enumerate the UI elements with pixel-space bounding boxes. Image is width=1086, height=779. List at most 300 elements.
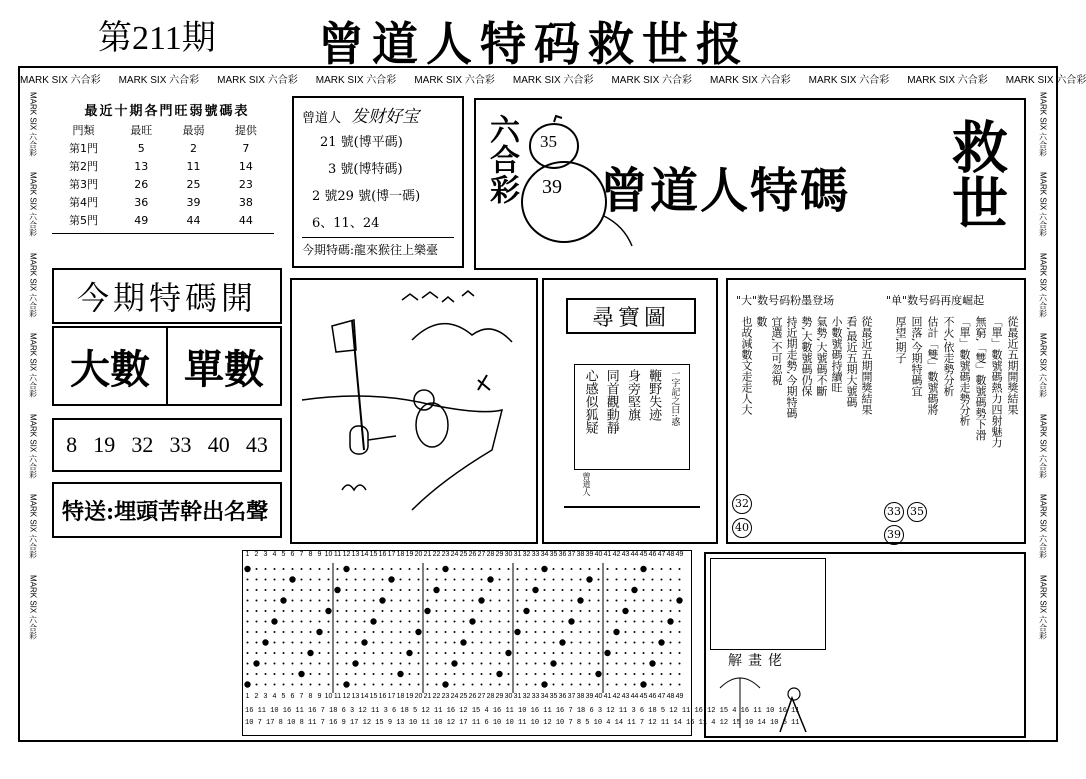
grid-dot — [301, 652, 303, 654]
text-column: 「單」數號碼走勢分析 — [958, 316, 971, 426]
grid-dot — [463, 663, 465, 665]
grid-dot — [433, 587, 439, 593]
grid-tick: 39 — [585, 551, 594, 558]
grid-dot — [247, 652, 249, 654]
grid-dot — [571, 631, 573, 633]
grid-dot — [292, 684, 294, 686]
grid-dot — [247, 579, 249, 581]
grid-dot — [310, 684, 312, 686]
grid-dot — [508, 631, 510, 633]
illustration-panel — [290, 278, 538, 544]
brand-strip-item: MARK SIX 六合彩 — [20, 74, 101, 86]
grid-dot — [256, 600, 258, 602]
grid-dot — [445, 673, 447, 675]
grid-dot — [265, 673, 267, 675]
grid-dot — [388, 576, 394, 582]
text-column: 回落,今期特碼宜 — [910, 316, 923, 397]
grid-dot — [265, 610, 267, 612]
grid-tick: 10 — [324, 693, 333, 700]
grid-dot — [634, 579, 636, 581]
grid-dot — [247, 589, 249, 591]
grid-tick: 29 — [495, 693, 504, 700]
grid-tick: 37 — [567, 551, 576, 558]
grid-dot — [472, 579, 474, 581]
grid-tick: 33 — [531, 551, 540, 558]
grid-dot — [526, 673, 528, 675]
grid-tick: 49 — [675, 693, 684, 700]
grid-dot — [427, 684, 429, 686]
grid-dot — [274, 568, 276, 570]
grid-dot — [616, 579, 618, 581]
grid-dot — [382, 621, 384, 623]
grid-dot — [244, 681, 250, 687]
grid-tick: 38 — [576, 551, 585, 558]
grid-dot — [373, 631, 375, 633]
grid-dot — [292, 621, 294, 623]
grid-tick: 16 — [378, 693, 387, 700]
text-column: 持近期走勢,今期特碼 — [785, 316, 798, 419]
grid-dot — [589, 589, 591, 591]
grid-tick: 47 — [657, 551, 666, 558]
grid-dot — [337, 621, 339, 623]
grid-dot — [256, 631, 258, 633]
grid-tick: 34 — [540, 693, 549, 700]
grid-dot — [328, 579, 330, 581]
grid-dot — [418, 663, 420, 665]
grid-dot — [400, 568, 402, 570]
brand-strip-item: MARK SIX 六合彩 — [1038, 92, 1048, 157]
grid-tick: 12 — [342, 693, 351, 700]
grid-dot — [463, 568, 465, 570]
grid-dot — [661, 610, 663, 612]
grid-dot — [607, 621, 609, 623]
grid-tick: 47 — [657, 693, 666, 700]
grid-tick: 23 — [441, 551, 450, 558]
grid-dot — [661, 600, 663, 602]
big-single-box — [52, 326, 282, 406]
text-column: 不火,依走勢分析 — [942, 316, 955, 397]
grid-dot — [343, 681, 349, 687]
grid-dot — [490, 631, 492, 633]
brand-strip-item: MARK SIX 六合彩 — [1038, 413, 1048, 479]
grid-tick: 9 — [317, 693, 322, 700]
grid-dot — [283, 642, 285, 644]
grid-dot — [544, 579, 546, 581]
grid-dot — [544, 610, 546, 612]
grid-tick: 12 — [342, 551, 351, 558]
grid-dot — [598, 600, 600, 602]
grid-dot — [652, 673, 654, 675]
grid-tick: 15 — [369, 551, 378, 558]
grid-dot — [247, 663, 249, 665]
grid-dot — [616, 621, 618, 623]
grid-dot — [325, 608, 331, 614]
grid-dot — [670, 631, 672, 633]
grid-dot — [391, 631, 393, 633]
grid-dot — [463, 673, 465, 675]
grid-dot — [526, 631, 528, 633]
grid-dot — [337, 673, 339, 675]
grid-dot — [517, 568, 519, 570]
grid-dot — [517, 621, 519, 623]
grid-dot — [508, 673, 510, 675]
grid-dot — [418, 642, 420, 644]
grid-dot — [274, 610, 276, 612]
grid-dot — [409, 610, 411, 612]
grid-dot — [346, 642, 348, 644]
grid-dot — [580, 579, 582, 581]
grid-dot — [409, 579, 411, 581]
grid-dot — [454, 600, 456, 602]
grid-dot — [652, 579, 654, 581]
grid-tick: 5 — [281, 693, 286, 700]
fortune-title: 曾道人 发财好宝 — [302, 107, 420, 127]
grid-dot — [589, 663, 591, 665]
grid-dot — [679, 642, 681, 644]
issue-number: 第211期 — [98, 20, 216, 57]
grid-dot — [508, 579, 510, 581]
grid-dot — [481, 579, 483, 581]
grid-dot — [478, 597, 484, 603]
grid-dot — [643, 673, 645, 675]
grid-dot — [679, 610, 681, 612]
grid-dot — [436, 621, 438, 623]
grid-dot — [562, 621, 564, 623]
grid-dot — [589, 600, 591, 602]
grid-dot — [463, 631, 465, 633]
grid-dot — [463, 579, 465, 581]
grid-dot — [616, 684, 618, 686]
grid-dot — [544, 642, 546, 644]
grid-dot — [274, 663, 276, 665]
grid-tick: 11 — [333, 551, 342, 558]
grid-dot — [373, 600, 375, 602]
grid-dot — [634, 684, 636, 686]
open-special-header — [52, 268, 282, 324]
grid-dot — [283, 589, 285, 591]
grid-dot — [544, 589, 546, 591]
grid-dot — [499, 684, 501, 686]
left-circled-numbers — [732, 494, 752, 538]
grid-dot — [580, 663, 582, 665]
grid-tick: 34 — [540, 551, 549, 558]
grid-dot — [562, 600, 564, 602]
grid-dot — [481, 589, 483, 591]
grid-dot — [625, 673, 627, 675]
grid-dot — [487, 576, 493, 582]
grid-tick: 41 — [603, 551, 612, 558]
grid-dot — [355, 684, 357, 686]
grid-dot — [415, 629, 421, 635]
grid-dot — [292, 663, 294, 665]
grid-dot — [535, 652, 537, 654]
grid-dot — [454, 652, 456, 654]
grid-dot — [676, 597, 682, 603]
grid-dot — [337, 663, 339, 665]
grid-dot — [364, 673, 366, 675]
gourd-number-top: 35 — [540, 132, 557, 151]
grid-dot — [337, 610, 339, 612]
grid-dot — [481, 684, 483, 686]
brand-strip-item: MARK SIX 六合彩 — [1005, 74, 1086, 86]
grid-dot — [265, 621, 267, 623]
grid-dot — [310, 621, 312, 623]
grid-tick: 45 — [639, 551, 648, 558]
grid-dot — [418, 652, 420, 654]
grid-dot — [598, 621, 600, 623]
grid-tick: 8 — [308, 551, 313, 558]
grid-dot — [400, 589, 402, 591]
riddle-title: 解畫佬 — [728, 653, 788, 669]
table-row: 第1門 5 2 7 — [69, 141, 250, 155]
grid-dot — [571, 673, 573, 675]
grid-dot — [328, 631, 330, 633]
grid-dot — [280, 597, 286, 603]
grid-dot — [463, 600, 465, 602]
grid-dot — [499, 600, 501, 602]
grid-dot — [553, 631, 555, 633]
grid-dot — [643, 589, 645, 591]
grid-dot — [598, 579, 600, 581]
grid-dot — [400, 652, 402, 654]
circled-number: 33 — [884, 502, 904, 522]
grid-dot — [661, 684, 663, 686]
grid-dot — [490, 684, 492, 686]
grid-tick: 1 — [245, 551, 250, 558]
grid-dot — [625, 663, 627, 665]
grid-tick: 19 — [405, 693, 414, 700]
grid-dot — [670, 568, 672, 570]
grid-dot — [265, 652, 267, 654]
grid-dot — [427, 663, 429, 665]
grid-dot — [643, 579, 645, 581]
grid-dot — [670, 600, 672, 602]
grid-dot — [634, 568, 636, 570]
grid-dot — [625, 684, 627, 686]
grid-dot — [472, 652, 474, 654]
grid-dot — [634, 600, 636, 602]
grid-dot — [508, 568, 510, 570]
grid-tick: 29 — [495, 551, 504, 558]
analysis-right-title: "单"数号码再度崛起 — [886, 294, 985, 307]
grid-dot — [643, 631, 645, 633]
grid-dot — [568, 618, 574, 624]
grid-dot — [553, 621, 555, 623]
grid-dot — [418, 600, 420, 602]
grid-tick: 6 — [290, 693, 295, 700]
grid-dot — [472, 684, 474, 686]
grid-dot — [319, 600, 321, 602]
grid-dot — [391, 663, 393, 665]
grid-dot — [661, 631, 663, 633]
brand-strip-item: MARK SIX 六合彩 — [512, 74, 594, 86]
grid-dot — [418, 673, 420, 675]
grid-tick: 17 — [387, 693, 396, 700]
grid-dot — [427, 642, 429, 644]
special-send-box: 特送:埋頭苦幹出名聲 — [52, 482, 282, 538]
analysis-left-text — [736, 316, 874, 516]
grid-dot — [301, 600, 303, 602]
grid-dot — [274, 673, 276, 675]
grid-dot — [580, 631, 582, 633]
grid-dot — [292, 642, 294, 644]
grid-dot — [469, 618, 475, 624]
grid-tick: 13 — [351, 551, 360, 558]
grid-dot — [535, 621, 537, 623]
grid-tick: 26 — [468, 551, 477, 558]
grid-dot — [679, 663, 681, 665]
grid-dot — [508, 684, 510, 686]
grid-dot — [517, 652, 519, 654]
grid-dot — [616, 600, 618, 602]
grid-dot — [310, 610, 312, 612]
grid-dot — [310, 589, 312, 591]
grid-dot — [382, 568, 384, 570]
grid-dot — [418, 568, 420, 570]
grid-dot — [472, 610, 474, 612]
grid-dot — [463, 610, 465, 612]
grid-dot — [535, 568, 537, 570]
grid-dot — [598, 589, 600, 591]
grid-dot — [442, 566, 448, 572]
grid-dot — [256, 673, 258, 675]
grid-dot — [400, 610, 402, 612]
grid-tick: 26 — [468, 693, 477, 700]
grid-dot — [310, 673, 312, 675]
grid-dot — [427, 579, 429, 581]
brand-strip-right — [1032, 92, 1054, 738]
grid-dot — [670, 684, 672, 686]
grid-tick: 48 — [666, 693, 675, 700]
grid-dot — [391, 600, 393, 602]
grid-tick: 10 — [324, 551, 333, 558]
grid-dot — [679, 579, 681, 581]
grid-dot — [571, 610, 573, 612]
grid-dot — [247, 600, 249, 602]
grid-tick: 37 — [567, 693, 576, 700]
grid-dot — [544, 652, 546, 654]
grid-dot — [499, 621, 501, 623]
grid-dot — [481, 610, 483, 612]
table-row: 第4門 36 39 38 — [69, 195, 253, 209]
grid-tick: 11 — [333, 693, 342, 700]
grid-dot — [616, 568, 618, 570]
grid-dot — [652, 610, 654, 612]
grid-dot — [586, 576, 592, 582]
grid-tick: 3 — [263, 551, 268, 558]
grid-dot — [361, 639, 367, 645]
grid-dot — [436, 600, 438, 602]
grid-dot — [598, 663, 600, 665]
grid-tick: 15 — [369, 693, 378, 700]
grid-dot — [595, 671, 601, 677]
grid-dot — [418, 621, 420, 623]
grid-dot — [505, 650, 511, 656]
masthead-title: 曾道人特码救世报 — [318, 17, 750, 71]
grid-tick: 31 — [513, 693, 522, 700]
grid-dot — [649, 660, 655, 666]
grid-dot — [328, 621, 330, 623]
number-item: 8 — [66, 432, 78, 457]
grid-dot — [409, 673, 411, 675]
grid-dot — [607, 568, 609, 570]
grid-dot — [643, 621, 645, 623]
brand-strip-item: MARK SIX 六合彩 — [217, 74, 298, 86]
grid-dot — [409, 631, 411, 633]
banner-title: 曾道人特碼 — [600, 163, 851, 219]
grid-dot — [445, 642, 447, 644]
grid-dot — [670, 642, 672, 644]
grid-tick: 30 — [504, 551, 513, 558]
grid-dot — [445, 663, 447, 665]
grid-dot — [580, 589, 582, 591]
grid-dot — [562, 568, 564, 570]
grid-tick: 44 — [630, 551, 639, 558]
brand-strip-left — [22, 92, 44, 738]
treasure-title: 尋寶圖 — [566, 298, 696, 334]
riddle-sketch — [710, 668, 828, 736]
grid-tick: 19 — [405, 551, 414, 558]
grid-dot — [490, 621, 492, 623]
grid-dot — [499, 663, 501, 665]
grid-dot — [283, 663, 285, 665]
grid-dot — [517, 684, 519, 686]
grid-dot — [253, 660, 259, 666]
grid-dot — [391, 652, 393, 654]
grid-dot — [337, 652, 339, 654]
grid-dot — [436, 652, 438, 654]
table-row: 第5門 49 44 44 — [69, 213, 253, 227]
grid-dot — [283, 652, 285, 654]
grid-tick: 6 — [290, 551, 295, 558]
grid-dot — [355, 568, 357, 570]
title-banner — [474, 98, 1026, 270]
grid-dot — [589, 673, 591, 675]
grid-dot — [679, 652, 681, 654]
grid-dot — [427, 621, 429, 623]
grid-dot — [625, 589, 627, 591]
grid-dot — [391, 673, 393, 675]
grid-dot — [514, 629, 520, 635]
grid-dot — [379, 597, 385, 603]
brand-strip-item: MARK SIX 六合彩 — [28, 494, 38, 559]
grid-dot — [535, 673, 537, 675]
poem-column: 身旁堅旗 — [624, 369, 640, 421]
grid-dot — [382, 589, 384, 591]
grid-dot — [652, 684, 654, 686]
grid-dot — [598, 684, 600, 686]
grid-dot — [301, 631, 303, 633]
brand-strip-item: MARK SIX 六合彩 — [1038, 333, 1048, 398]
grid-dot — [535, 631, 537, 633]
grid-dot — [283, 568, 285, 570]
grid-dot — [526, 663, 528, 665]
grid-tick: 42 — [612, 693, 621, 700]
grid-tick: 36 — [558, 551, 567, 558]
grid-dot — [589, 610, 591, 612]
grid-tick: 20 — [414, 551, 423, 558]
grid-dot — [652, 621, 654, 623]
grid-dot — [364, 600, 366, 602]
grid-dot — [661, 589, 663, 591]
brand-strip-item: MARK SIX 六合彩 — [907, 74, 988, 86]
grid-dot — [526, 621, 528, 623]
grid-dot — [418, 579, 420, 581]
grid-dot — [598, 652, 600, 654]
grid-dot — [424, 608, 430, 614]
grid-dot — [310, 663, 312, 665]
grid-dot — [283, 684, 285, 686]
